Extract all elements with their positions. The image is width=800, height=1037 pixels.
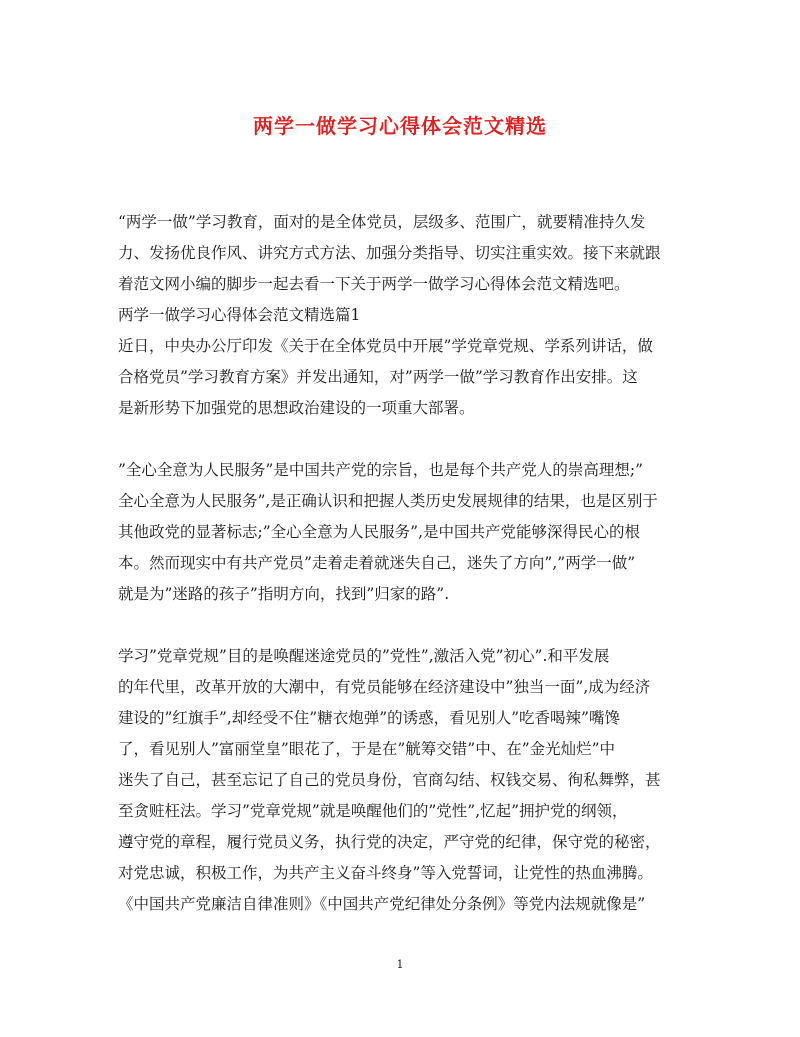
text-line: 就是为”迷路的孩子”指明方向，找到”归家的路”.	[118, 585, 450, 603]
text-line: 建设的”红旗手”,却经受不住”糖衣炮弹”的诱惑，看见别人”吃香喝辣”嘴馋	[118, 709, 620, 727]
paragraph-spacer	[118, 424, 684, 455]
text-line: 迷失了自己，甚至忘记了自己的党员身份，官商勾结、权钱交易、徇私舞弊，甚	[118, 771, 661, 789]
text-line: 的年代里，改革开放的大潮中，有党员能够在经济建设中”独当一面”,成为经济	[118, 678, 651, 696]
text-line: 对党忠诚，积极工作，为共产主义奋斗终身”等入党誓词，让党性的热血沸腾。	[118, 864, 653, 882]
text-line: 本。然而现实中有共产党员”走着走着就迷失自己，迷失了方向”,”两学一做”	[118, 554, 636, 572]
text-line: 合格党员”学习教育方案》并发出通知，对”两学一做”学习教育作出安排。这	[118, 368, 638, 386]
text-line: 学习”党章党规”目的是唤醒迷途党员的”党性”,激活入党”初心”.和平发展	[118, 647, 610, 665]
document-title: 两学一做学习心得体会范文精选	[253, 114, 547, 138]
text-line: 力、发扬优良作风、讲究方式方法、加强分类指导、切实注重实效。接下来就跟	[118, 244, 661, 262]
text-line: ”全心全意为人民服务”是中国共产党的宗旨，也是每个共产党人的崇高理想;”	[118, 461, 643, 479]
text-line: 全心全意为人民服务”,是正确认识和把握人类历史发展规律的结果，也是区别于	[118, 492, 658, 510]
paragraph-spacer	[118, 610, 684, 641]
text-line: 其他政党的显著标志;”全心全意为人民服务”,是中国共产党能够深得民心的根	[118, 523, 640, 541]
text-line: 近日，中央办公厅印发《关于在全体党员中开展”学党章党规、学系列讲话，做	[118, 337, 653, 355]
text-line: 遵守党的章程，履行党员义务，执行党的决定，严守党的纪律，保守党的秘密，	[118, 833, 661, 851]
text-line: 两学一做学习心得体会范文精选篇1	[118, 306, 361, 324]
text-line: 着范文网小编的脚步一起去看一下关于两学一做学习心得体会范文精选吧。	[118, 275, 630, 293]
text-line: 至贪赃枉法。学习”党章党规”就是唤醒他们的”党性”,忆起”拥护党的纲领，	[118, 802, 628, 820]
text-line: 《中国共产党廉洁自律准则》《中国共产党纪律处分条例》等党内法规就像是”	[118, 895, 646, 913]
page-number: 1	[396, 958, 404, 971]
document-body	[118, 207, 684, 920]
text-line: 是新形势下加强党的思想政治建设的一项重大部署。	[118, 399, 475, 417]
text-line: “两学一做”学习教育，面对的是全体党员，层级多、范围广，就要精准持久发	[118, 213, 646, 231]
text-line: 了，看见别人”富丽堂皇”眼花了，于是在”觥筹交错”中、在”金光灿烂”中	[118, 740, 616, 758]
